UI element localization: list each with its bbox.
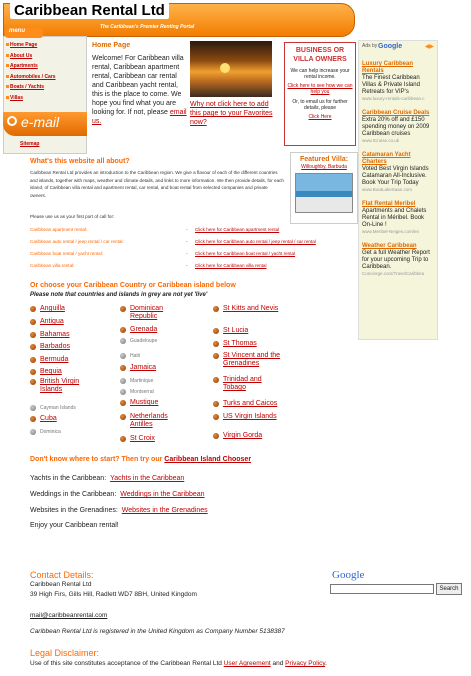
enjoy-text: Enjoy your Caribbean rental! <box>30 522 119 529</box>
rental-link[interactable]: Click here for Caribbean auto rental / jeep rental / car rental <box>195 239 316 244</box>
villa-photo[interactable] <box>295 173 353 213</box>
weddings-line <box>30 491 205 498</box>
ad-title[interactable]: Catamaran Yacht Charters <box>362 152 411 165</box>
island-item[interactable] <box>40 378 98 394</box>
ad-item[interactable] <box>362 201 434 235</box>
island-bullet-icon <box>30 344 36 350</box>
ad-url: www.ICruise.co.uk <box>362 138 400 143</box>
island-bullet-icon <box>120 327 126 333</box>
island-name[interactable]: St Lucia <box>223 327 249 334</box>
chooser-heading-text: Don't know where to start? Then try our <box>30 456 163 463</box>
intro-text: Caribbean Rental Ltd provides an introduction to the Caribbean region. We give a flavour of each of the different countries and islands, together with maps, weather and climate details, and links to more information. We then provide details, for each island, of Caribbean villa rental and apartment rental, car rental, and boat rental from selected companies and private owners. <box>30 170 284 198</box>
rental-link[interactable]: Click here for Caribbean villa rental <box>195 263 267 268</box>
email-button[interactable]: e-mail <box>3 112 87 136</box>
island-name: Martinique <box>130 378 154 384</box>
island-bullet-icon <box>213 341 219 347</box>
ad-title[interactable]: Luxury Caribbean Rentals <box>362 61 414 74</box>
island-item[interactable] <box>40 305 98 313</box>
featured-villa-box <box>290 152 358 224</box>
ad-item[interactable] <box>362 243 434 277</box>
island-item <box>130 377 188 385</box>
island-bullet-icon <box>120 378 126 384</box>
weddings-link[interactable]: Weddings in the Caribbean <box>120 491 205 498</box>
home-title: Home Page <box>92 42 131 49</box>
island-item <box>40 404 98 412</box>
first-port-text: Please use us as your first port of call for: <box>30 214 115 219</box>
ads-column <box>358 40 438 340</box>
island-bullet-icon <box>213 306 219 312</box>
island-bullet-icon <box>30 429 36 435</box>
home-welcome-text <box>92 54 188 126</box>
site-tagline: The Caribbean's Premier Renting Portal <box>100 24 195 30</box>
island-item[interactable] <box>40 318 98 326</box>
business-text-2: Or, to email us for further details, please <box>292 99 348 111</box>
island-item <box>130 352 188 360</box>
island-name[interactable]: Cuba <box>40 415 57 422</box>
island-name[interactable]: Barbados <box>40 343 70 350</box>
island-item[interactable] <box>40 415 98 423</box>
island-item[interactable] <box>223 327 281 335</box>
island-item[interactable] <box>130 326 188 334</box>
rental-link[interactable]: Click here for Caribbean boat rental / yacht rental <box>195 251 296 256</box>
menu-item-apartments[interactable]: Apartments <box>10 63 38 69</box>
rental-dash: - <box>186 239 188 244</box>
island-chooser-link[interactable]: Caribbean Island Chooser <box>164 456 252 463</box>
island-item[interactable] <box>223 432 281 440</box>
menu-item-villas[interactable]: Villas <box>10 95 23 101</box>
ad-title[interactable]: Weather Caribbean <box>362 243 417 249</box>
ad-url: www.luxury-rentals-caribbean.c <box>362 96 425 101</box>
intro-heading: What's this website all about? <box>30 158 130 165</box>
grenadines-line <box>30 507 208 514</box>
business-link-2[interactable]: Click Here <box>308 114 332 120</box>
contact-name: Caribbean Rental Ltd <box>30 581 92 588</box>
user-agreement-link[interactable]: User Agreement <box>223 660 271 667</box>
legal-heading: Legal Disclaimer: <box>30 648 100 658</box>
google-search-input[interactable] <box>330 584 434 594</box>
island-bullet-icon <box>120 306 126 312</box>
rental-label: Caribbean apartment rental: <box>30 227 88 232</box>
island-item[interactable] <box>40 368 98 376</box>
island-item[interactable] <box>223 376 281 392</box>
island-bullet-icon <box>30 369 36 375</box>
contact-heading: Contact Details: <box>30 570 94 580</box>
island-name[interactable]: Bahamas <box>40 331 70 338</box>
island-name[interactable]: Mustique <box>130 399 159 406</box>
grenadines-label: Websites in the Grenadines: <box>30 507 118 514</box>
island-name[interactable]: Jamaica <box>130 364 157 371</box>
contact-address: 39 High Firs, Gills Hill, Radlett WD7 8BH, United Kingdom <box>30 591 197 598</box>
island-bullet-icon <box>120 414 126 420</box>
island-name[interactable]: Netherlands Antilles <box>130 413 168 428</box>
menu-item-boats[interactable]: Boats / Yachts <box>10 84 45 90</box>
rental-dash: - <box>186 263 188 268</box>
island-bullet-icon <box>30 405 36 411</box>
legal-body: Use of this site constitutes acceptance of the Caribbean Rental Ltd <box>30 660 222 667</box>
island-item <box>130 337 188 345</box>
rental-label: Caribbean boat rental / yacht rental: <box>30 251 104 256</box>
island-bullet-icon <box>30 319 36 325</box>
island-bullet-icon <box>30 379 36 385</box>
rental-dash: - <box>186 227 188 232</box>
rental-dash: - <box>186 251 188 256</box>
ad-url: www.BoatLakeSaan.com <box>362 187 413 192</box>
left-menu <box>3 36 87 154</box>
privacy-policy-link[interactable]: Privacy Policy <box>285 660 326 667</box>
island-bullet-icon <box>213 414 219 420</box>
island-item[interactable] <box>223 340 281 348</box>
ad-url: www.Meribel-Neiges.com/en <box>362 229 420 234</box>
ad-title[interactable]: Caribbean Cruise Deals <box>362 110 430 116</box>
google-search-button[interactable]: Search <box>436 583 462 595</box>
island-name[interactable]: St Kitts and Nevis <box>223 305 279 312</box>
island-item[interactable] <box>223 305 281 313</box>
island-bullet-icon <box>213 353 219 359</box>
ads-nav-arrows-icon[interactable]: ◀▶ <box>424 44 434 50</box>
island-name[interactable]: Dominican Republic <box>130 305 164 320</box>
ad-body: Apartments and Chalets Rental in Méribel. Book On-Line ! <box>362 208 427 228</box>
island-bullet-icon <box>30 416 36 422</box>
island-bullet-icon <box>213 433 219 439</box>
island-name[interactable]: Virgin Gorda <box>223 432 263 439</box>
island-bullet-icon <box>120 338 126 344</box>
island-name[interactable]: US Virgin Islands <box>223 413 277 420</box>
email-us-link[interactable]: email us. <box>92 109 187 125</box>
island-item[interactable] <box>130 435 188 443</box>
ads-label: Ads by <box>362 43 378 49</box>
rental-label: Caribbean auto rental / jeep rental / car rental: <box>30 239 124 244</box>
island-bullet-icon <box>213 401 219 407</box>
ads-header <box>362 43 434 53</box>
weddings-label: Weddings in the Caribbean: <box>30 491 117 498</box>
island-name[interactable]: Bermuda <box>40 356 69 363</box>
island-name[interactable]: Bequia <box>40 368 62 375</box>
island-name: Guadeloupe <box>130 338 158 344</box>
ad-body: Voted Best Virgin Islands Catamaran All-Inclusive. Book Your Trip Today <box>362 166 429 186</box>
island-bullet-icon <box>120 353 126 359</box>
island-name[interactable]: Anguilla <box>40 305 65 312</box>
rental-label: Caribbean villa rental: <box>30 263 75 268</box>
island-item[interactable] <box>130 413 188 429</box>
island-name: Dominica <box>40 429 61 435</box>
ads-google-brand[interactable]: Google <box>378 43 403 50</box>
island-name: Haiti <box>130 353 141 359</box>
sitemap-link[interactable]: Sitemap <box>20 141 40 147</box>
add-favourites-link[interactable]: Why not click here to add this page to your Favorites now? <box>190 101 273 126</box>
ad-body: The Finest Caribbean Villas & Private Island Retreats for VIP's <box>362 75 420 95</box>
legal-period: . <box>325 660 327 667</box>
island-bullet-icon <box>30 357 36 363</box>
island-item[interactable] <box>40 343 98 351</box>
island-item[interactable] <box>130 305 188 321</box>
islands-heading: Or choose your Caribbean Country or Caribbean island below <box>30 282 236 289</box>
menu-item-automobiles[interactable]: Automobiles / Cars <box>10 74 56 80</box>
ad-item[interactable] <box>362 152 434 193</box>
island-item[interactable] <box>223 352 281 368</box>
ad-url: Concierge.com/TravelCaribbea <box>362 271 425 276</box>
island-bullet-icon <box>120 389 126 395</box>
menu-item-home[interactable]: Home Page <box>10 42 38 48</box>
featured-villa-location[interactable]: Willoughby, Barbuda <box>301 164 347 170</box>
island-bullet-icon <box>213 328 219 334</box>
island-name[interactable]: Antigua <box>40 318 64 325</box>
menu-tab: menu <box>5 28 43 38</box>
google-logo <box>332 569 364 581</box>
sunset-photo <box>190 41 272 97</box>
featured-villa-title: Featured Villa: <box>299 156 349 163</box>
ad-item[interactable] <box>362 110 434 144</box>
ad-title[interactable]: Flat Rental Meribel <box>362 201 416 207</box>
island-bullet-icon <box>30 332 36 338</box>
site-title: Caribbean Rental Ltd <box>10 2 169 19</box>
chooser-heading <box>30 456 251 463</box>
island-item[interactable] <box>223 413 281 421</box>
island-name[interactable]: St Thomas <box>223 340 257 347</box>
island-name[interactable]: Trinidad and Tobago <box>223 376 262 391</box>
island-name[interactable]: St Vincent and the Grenadines <box>223 352 281 367</box>
legal-text <box>30 660 327 667</box>
island-name[interactable]: Turks and Caicos <box>223 400 278 407</box>
island-bullet-icon <box>30 306 36 312</box>
island-bullet-icon <box>120 436 126 442</box>
island-name: Cayman Islands <box>40 405 76 411</box>
business-owners-box <box>284 42 356 146</box>
ad-body: Extra 20% off and £150 spending money on 2009 Caribbean cruises <box>362 117 430 137</box>
ad-body: Get a full Weather Report for your upcoming Trip to Caribbean. <box>362 250 430 270</box>
contact-email-link[interactable]: mail@caribbeanrental.com <box>30 612 108 619</box>
home-welcome-body: Welcome! For Caribbean villa rental, Caribbean apartment rental, Caribbean car rental and Caribbean yacht rental, this is the place to come. We hope you find what you are looking for. If not, please <box>92 55 184 116</box>
legal-and: and <box>272 660 284 667</box>
island-name[interactable]: Grenada <box>130 326 158 333</box>
yachts-link[interactable]: Yachts in the Caribbean <box>110 475 185 482</box>
islands-note: Please note that countries and islands in grey are not yet 'live' <box>30 292 208 298</box>
island-item[interactable] <box>130 364 188 372</box>
island-item <box>40 428 98 436</box>
at-icon <box>7 116 17 126</box>
business-text-1: We can help increase your rental income. <box>290 68 350 80</box>
island-bullet-icon <box>213 377 219 383</box>
island-item <box>130 388 188 396</box>
company-registration: Caribbean Rental Ltd is registered in the United Kingdom as Company Number 5138387 <box>30 628 285 635</box>
menu-item-about[interactable]: About Us <box>10 53 33 59</box>
grenadines-link[interactable]: Websites in the Grenadines <box>121 507 208 514</box>
island-bullet-icon <box>120 400 126 406</box>
island-item[interactable] <box>40 331 98 339</box>
ad-item[interactable] <box>362 61 434 102</box>
island-name: Montserrat <box>130 389 154 395</box>
island-item[interactable] <box>130 399 188 407</box>
yachts-line <box>30 475 184 482</box>
island-item[interactable] <box>223 400 281 408</box>
island-item[interactable] <box>40 356 98 364</box>
island-bullet-icon <box>120 365 126 371</box>
business-owners-title: BUSINESS OR VILLA OWNERS <box>293 47 347 63</box>
yachts-label: Yachts in the Caribbean: <box>30 475 107 482</box>
business-link-1[interactable]: Click here to see how we can help you <box>287 83 353 95</box>
island-name[interactable]: St Croix <box>130 435 155 442</box>
google-logo-text: Google <box>332 569 365 581</box>
rental-link[interactable]: Click here for Caribbean apartment rental <box>195 227 280 232</box>
island-name[interactable]: British Virgin Islands <box>40 378 80 393</box>
